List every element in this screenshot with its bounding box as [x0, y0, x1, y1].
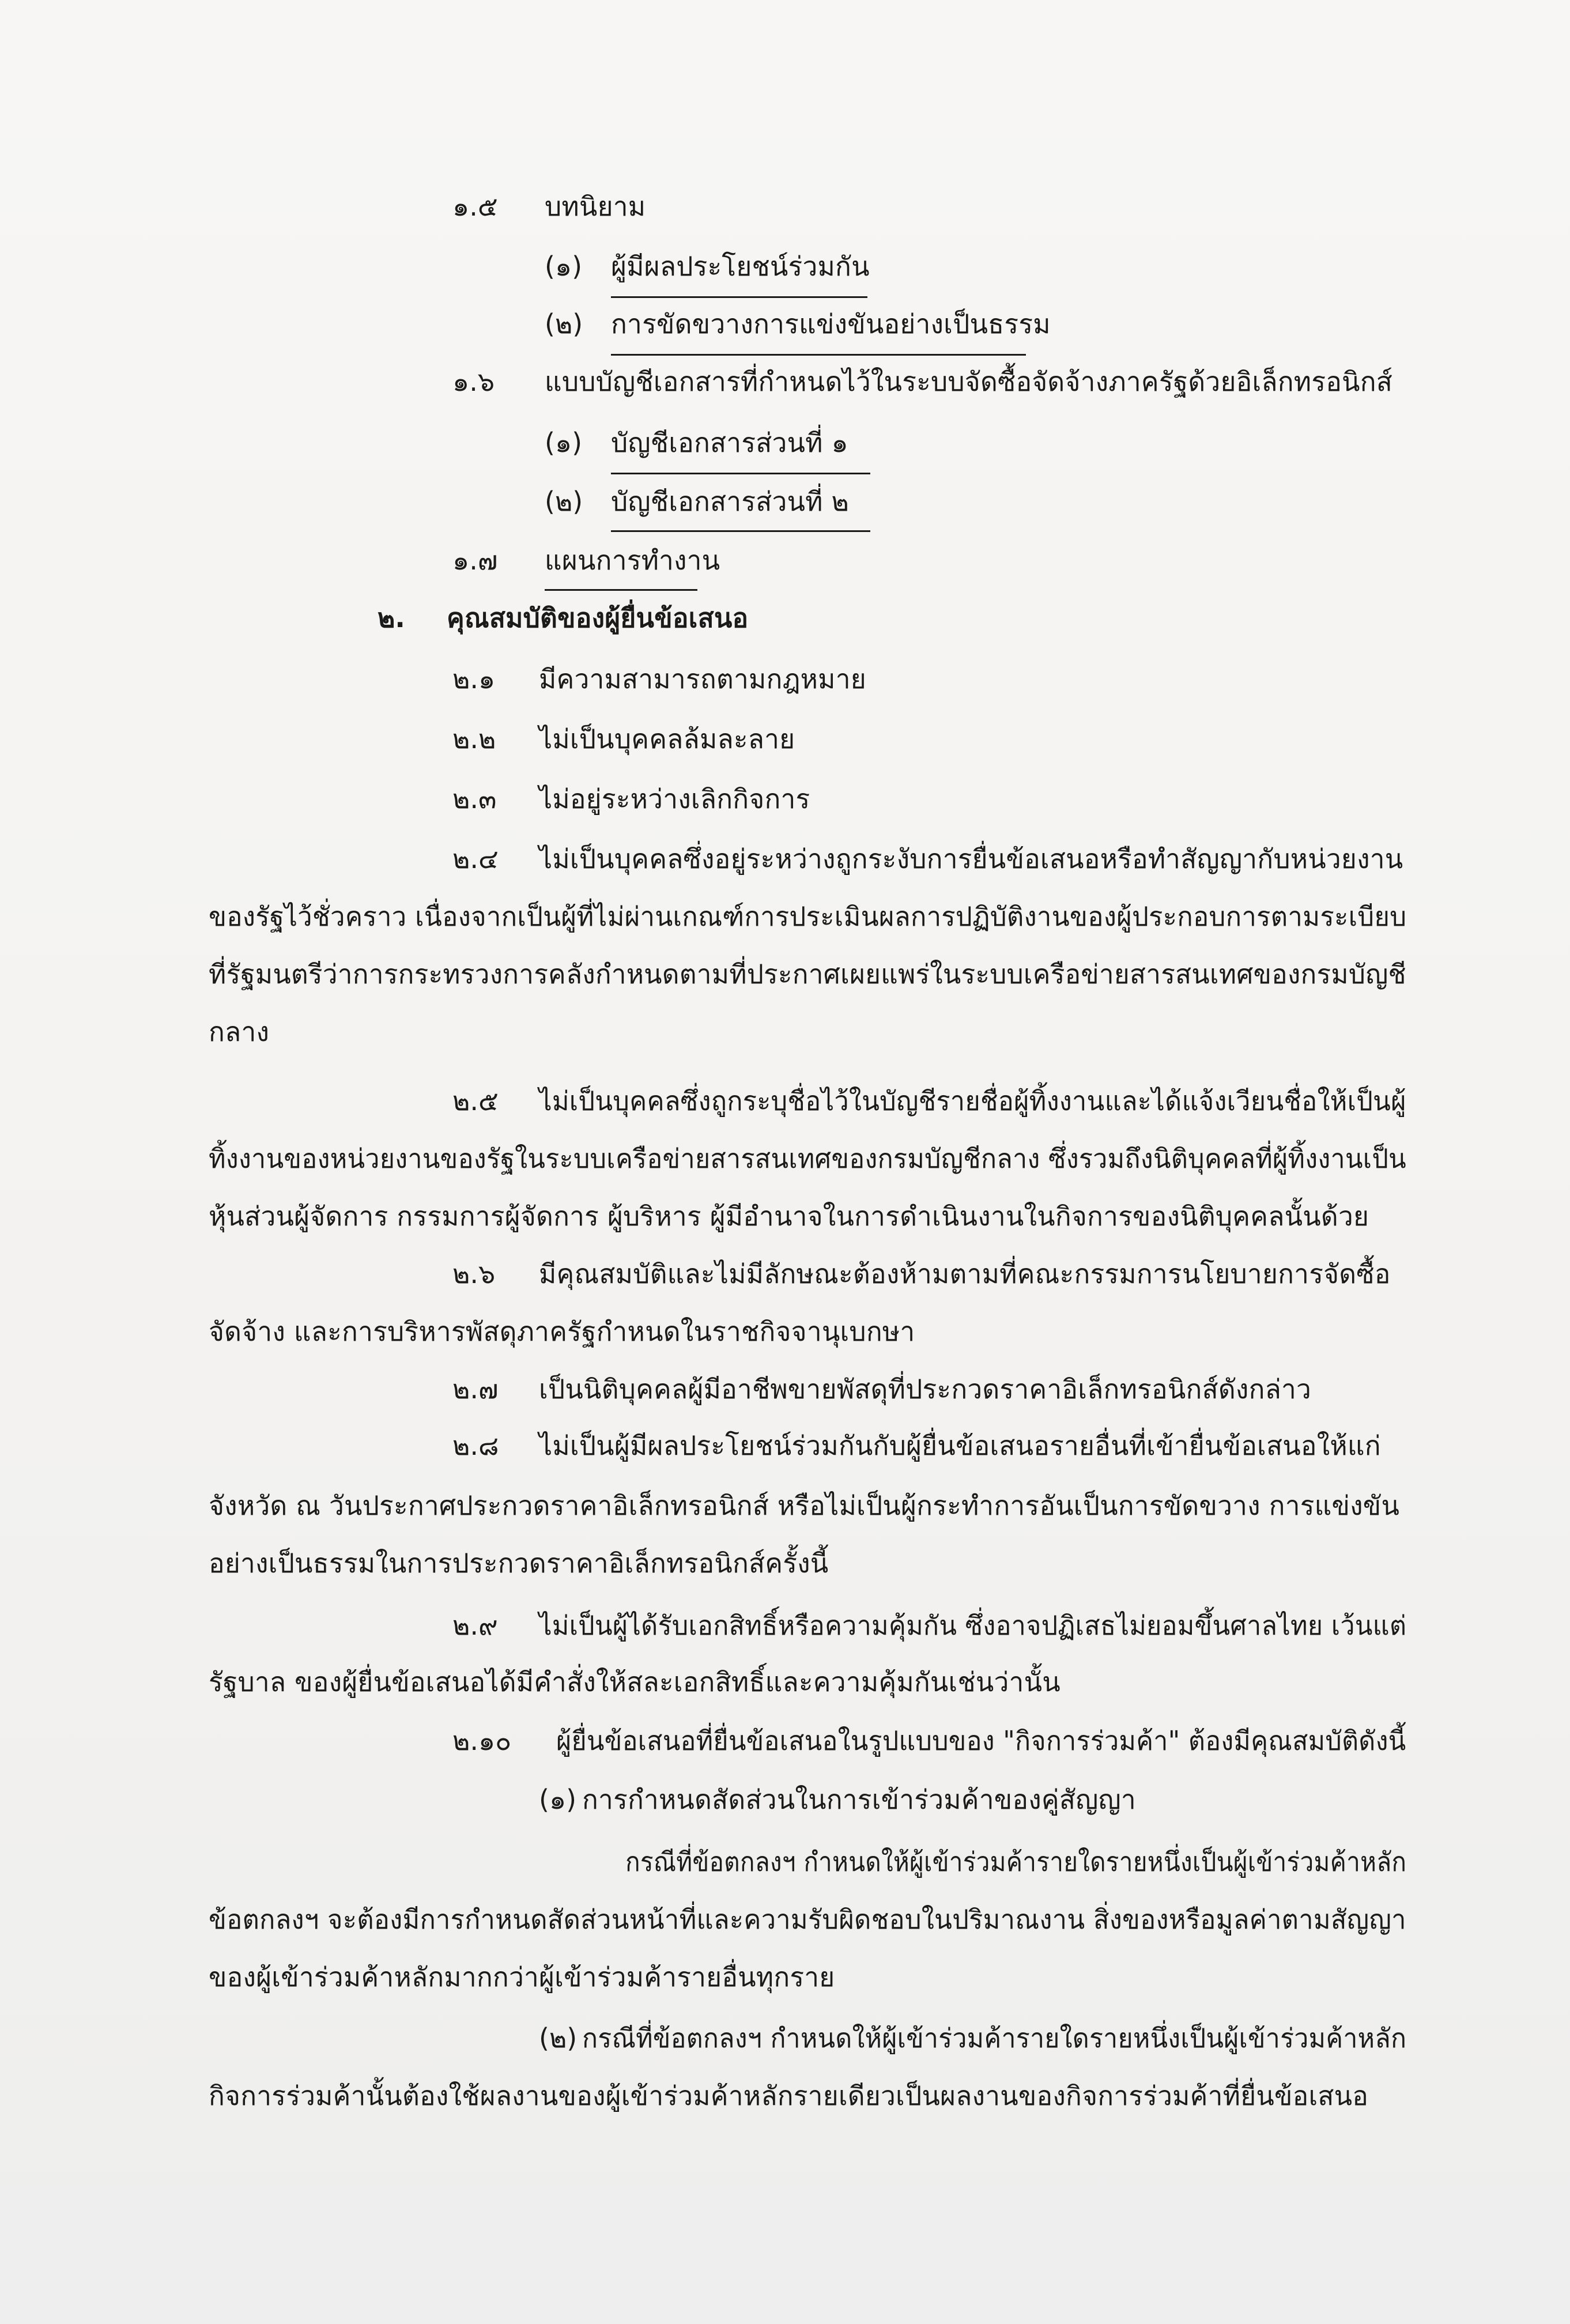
section-number: ๒.๗: [452, 1374, 499, 1405]
paragraph-line: ของรัฐไว้ชั่วคราว เนื่องจากเป็นผู้ที่ไม่ผ่านเกณฑ์การประเมินผลการปฏิบัติงานของผู้ประกอบการตามระเบียบ: [209, 901, 1407, 932]
underline: [545, 589, 697, 591]
section-number: ๒.๕: [452, 1085, 499, 1116]
section-number: ๒.๓: [452, 783, 497, 814]
paragraph-line: ของผู้เข้าร่วมค้าหลักมากกว่าผู้เข้าร่วมค้ารายอื่นทุกราย: [209, 1961, 835, 1993]
paragraph-line: ทิ้งงานของหน่วยงานของรัฐในระบบเครือข่ายสารสนเทศของกรมบัญชีกลาง ซึ่งรวมถึงนิติบุคคลที่ผู้ทิ้งงานเป็น: [209, 1143, 1406, 1174]
item-number: (๒): [545, 308, 583, 339]
section-number: ๒.๙: [452, 1610, 498, 1641]
paragraph-line: จัดจ้าง และการบริหารพัสดุภาครัฐกำหนดในราชกิจจานุเบกษา: [209, 1316, 915, 1347]
item-number: (๒): [545, 486, 583, 517]
section-heading: แบบบัญชีเอกสารที่กำหนดไว้ในระบบจัดซื้อจัดจ้างภาครัฐด้วยอิเล็กทรอนิกส์: [545, 366, 1393, 397]
section-number: ๒.๑๐: [452, 1725, 512, 1756]
paragraph-line: ไม่เป็นบุคคลซึ่งอยู่ระหว่างถูกระงับการยื่นข้อเสนอหรือทำสัญญากับหน่วยงาน: [539, 843, 1403, 874]
section-number: ๑.๖: [452, 366, 495, 397]
paragraph-line: ไม่เป็นบุคคลซึ่งถูกระบุชื่อไว้ในบัญชีรายชื่อผู้ทิ้งงานและได้แจ้งเวียนชื่อให้เป็นผู้: [539, 1085, 1406, 1116]
paragraph-line: ข้อตกลงฯ จะต้องมีการกำหนดสัดส่วนหน้าที่และความรับผิดชอบในปริมาณงาน สิ่งของหรือมูลค่าตามสัญญา: [209, 1904, 1406, 1935]
section-text: ไม่อยู่ระหว่างเลิกกิจการ: [539, 783, 810, 814]
underline: [611, 354, 1026, 356]
paragraph-line: ไม่เป็นผู้มีผลประโยชน์ร่วมกันกับผู้ยื่นข้อเสนอรายอื่นที่เข้ายื่นข้อเสนอให้แก่: [539, 1430, 1381, 1461]
item-number: (๑): [539, 1784, 577, 1815]
section-heading: แผนการทำงาน: [545, 545, 720, 576]
section-number: ๒.๘: [452, 1430, 499, 1461]
paragraph-line: กิจการร่วมค้านั้นต้องใช้ผลงานของผู้เข้าร่วมค้าหลักรายเดียวเป็นผลงานของกิจการร่วมค้าที่ยื่นข้อเสนอ: [209, 2080, 1369, 2111]
section-text: มีความสามารถตามกฎหมาย: [539, 663, 866, 695]
paragraph-line: รัฐบาล ของผู้ยื่นข้อเสนอได้มีคำสั่งให้สละเอกสิทธิ์และความคุ้มกันเช่นว่านั้น: [209, 1666, 1060, 1697]
paragraph-line: มีคุณสมบัติและไม่มีลักษณะต้องห้ามตามที่คณะกรรมการนโยบายการจัดซื้อ: [539, 1258, 1391, 1289]
section-number: ๑.๕: [452, 191, 498, 222]
section-text: ไม่เป็นบุคคลล้มละลาย: [539, 723, 795, 754]
underline: [611, 473, 870, 474]
section-number: ๒.๔: [452, 843, 499, 874]
section-heading: บทนิยาม: [545, 191, 646, 222]
paragraph-line: ที่รัฐมนตรีว่าการกระทรวงการคลังกำหนดตามที่ประกาศเผยแพร่ในระบบเครือข่ายสารสนเทศของกรมบัญชี: [209, 959, 1406, 990]
item-text: บัญชีเอกสารส่วนที่ ๒: [611, 486, 850, 517]
section-number: ๒.๑: [452, 663, 496, 695]
item-number: (๑): [545, 251, 583, 282]
underline: [611, 296, 867, 298]
paragraph-line: อย่างเป็นธรรมในการประกวดราคาอิเล็กทรอนิกส์ครั้งนี้: [209, 1548, 829, 1579]
paragraph-line: กลาง: [209, 1016, 270, 1047]
item-number: (๑): [545, 427, 583, 458]
item-text: ผู้มีผลประโยชน์ร่วมกัน: [611, 251, 870, 282]
section-number: ๑.๗: [452, 545, 498, 576]
item-number: (๒): [539, 2023, 578, 2054]
paragraph-line: จังหวัด ณ วันประกาศประกวดราคาอิเล็กทรอนิกส์ หรือไม่เป็นผู้กระทำการอันเป็นการขัดขวาง การแข่งขัน: [209, 1490, 1400, 1521]
item-text: การกำหนดสัดส่วนในการเข้าร่วมค้าของคู่สัญญา: [582, 1784, 1136, 1815]
chapter-heading: คุณสมบัติของผู้ยื่นข้อเสนอ: [447, 602, 749, 633]
underline: [611, 530, 870, 532]
item-text: บัญชีเอกสารส่วนที่ ๑: [611, 427, 848, 458]
paragraph-line: กรณีที่ข้อตกลงฯ กำหนดให้ผู้เข้าร่วมค้ารายใดรายหนึ่งเป็นผู้เข้าร่วมค้าหลัก: [582, 2023, 1407, 2054]
paragraph-line: กรณีที่ข้อตกลงฯ กำหนดให้ผู้เข้าร่วมค้ารายใดรายหนึ่งเป็นผู้เข้าร่วมค้าหลัก: [625, 1846, 1407, 1877]
section-text: ผู้ยื่นข้อเสนอที่ยื่นข้อเสนอในรูปแบบของ "กิจการร่วมค้า" ต้องมีคุณสมบัติดังนี้: [556, 1725, 1406, 1756]
section-text: เป็นนิติบุคคลผู้มีอาชีพขายพัสดุที่ประกวดราคาอิเล็กทรอนิกส์ดังกล่าว: [539, 1374, 1312, 1405]
chapter-number: ๒.: [378, 602, 405, 633]
section-number: ๒.๖: [452, 1258, 496, 1289]
item-text: การขัดขวางการแข่งขันอย่างเป็นธรรม: [611, 308, 1051, 339]
paragraph-line: หุ้นส่วนผู้จัดการ กรรมการผู้จัดการ ผู้บริหาร ผู้มีอำนาจในการดำเนินงานในกิจการของนิติบุคคลนั้นด้วย: [209, 1201, 1369, 1232]
section-number: ๒.๒: [452, 723, 496, 754]
paragraph-line: ไม่เป็นผู้ได้รับเอกสิทธิ์หรือความคุ้มกัน ซึ่งอาจปฏิเสธไม่ยอมขึ้นศาลไทย เว้นแต่: [539, 1610, 1407, 1641]
